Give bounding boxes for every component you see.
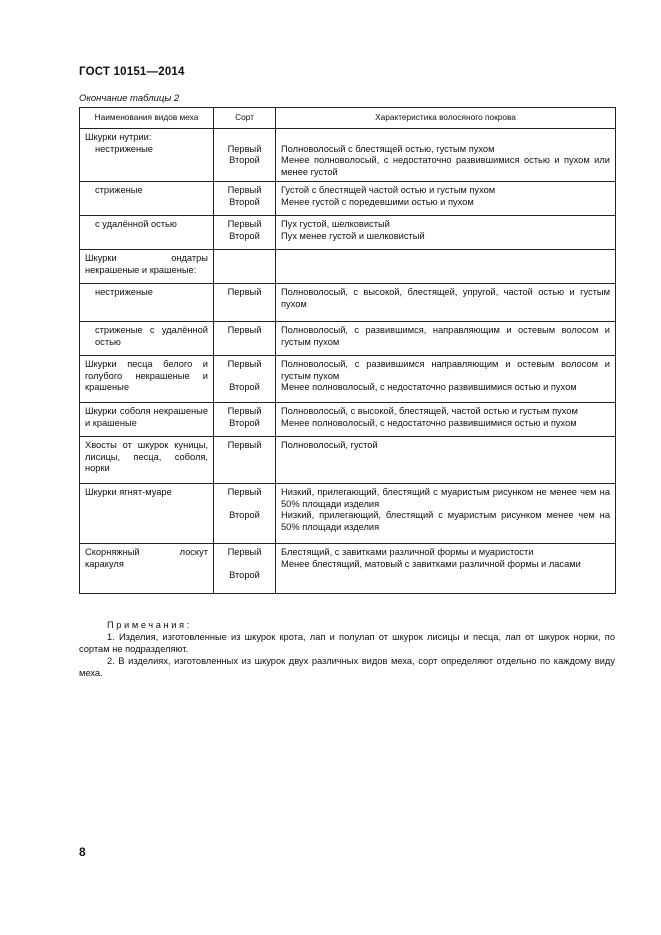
cell-characteristic	[276, 544, 616, 594]
grade-text	[219, 499, 270, 511]
characteristic-text: Полноволосый, с развившимся направляющим и остевым волосом и густым пухом	[281, 359, 610, 381]
document-code: ГОСТ 10151—2014	[79, 66, 185, 78]
grade-text	[219, 559, 270, 571]
fur-type-text: нестриженые	[95, 287, 153, 297]
grade-text: Второй	[229, 382, 260, 392]
cell-characteristic	[276, 182, 616, 216]
grade-text: Первый	[227, 487, 262, 497]
column-header-characteristic: Характеристика волосяного покрова	[276, 108, 616, 129]
characteristic-text: Менее блестящий, матовый с завитками различной формы и ласами	[281, 558, 581, 569]
fur-type-text: с удалённой остью	[95, 219, 177, 229]
table-row	[80, 403, 616, 437]
grade-text: Второй	[229, 230, 260, 241]
table-header-row	[80, 108, 616, 129]
fur-type-text: Хвосты от шкурок куницы, лисицы, песца, соболя, норки	[85, 440, 208, 473]
grade-text: Второй	[229, 196, 260, 207]
characteristic-text	[281, 132, 610, 144]
grade-text: Первый	[227, 406, 262, 416]
characteristic-text: Пух густой, шелковистый	[281, 219, 390, 229]
fur-type-text: Скорняжный лоскут каракуля	[85, 547, 208, 569]
table-caption: Окончание таблицы 2	[79, 93, 180, 104]
fur-type-text: Шкурки ондатры некрашеные и крашеные:	[85, 253, 208, 275]
grade-text: Первый	[227, 143, 262, 154]
cell-grade	[214, 356, 276, 403]
characteristic-text: Менее полноволосый, с недостаточно развившимися остью и пухом или менее густой	[281, 155, 610, 177]
characteristic-text: Полноволосый, густой	[281, 440, 378, 450]
fur-characteristics-table-wrapper	[79, 107, 615, 594]
characteristic-text: Полноволосый с блестящей остью, густым пухом	[281, 143, 495, 154]
cell-grade	[214, 182, 276, 216]
cell-grade	[214, 216, 276, 250]
fur-type-text: Шкурки нутрии:	[85, 132, 152, 142]
fur-type-text: нестриженые	[95, 143, 153, 154]
table-row	[80, 437, 616, 484]
cell-grade	[214, 284, 276, 322]
characteristic-text: Менее полноволосый, с недостаточно развившимися остью и пухом	[281, 382, 577, 392]
cell-grade	[214, 250, 276, 284]
grade-text: Первый	[227, 219, 262, 229]
cell-grade	[214, 322, 276, 356]
cell-fur-type	[80, 284, 214, 322]
fur-type-text: Шкурки ягнят-муаре	[85, 487, 172, 497]
cell-fur-type	[80, 322, 214, 356]
cell-grade	[214, 437, 276, 484]
characteristic-text: Густой с блестящей частой остью и густым пухом	[281, 185, 496, 195]
table-row	[80, 250, 616, 284]
cell-characteristic	[276, 250, 616, 284]
table-row	[80, 284, 616, 322]
characteristic-text: Блестящий, с завитками различной формы и муаристости	[281, 547, 534, 557]
grade-text: Первый	[227, 547, 262, 557]
column-header-grade: Сорт	[214, 108, 276, 129]
cell-characteristic	[276, 484, 616, 544]
table-row	[80, 322, 616, 356]
cell-characteristic	[276, 129, 616, 182]
characteristic-text: Полноволосый, с высокой, блестящей, частой остью и густым пухом	[281, 406, 578, 416]
characteristic-text: Полноволосый, с высокой, блестящей, упругой, частой остью и густым пухом	[281, 287, 610, 309]
cell-fur-type	[80, 484, 214, 544]
note-item: 2. В изделиях, изготовленных из шкурок двух различных видов меха, сорт определяют отдельно по каждому виду меха.	[79, 656, 615, 678]
table-row	[80, 129, 616, 182]
cell-characteristic	[276, 437, 616, 484]
cell-grade	[214, 544, 276, 594]
page-number: 8	[79, 845, 86, 859]
grade-text: Второй	[229, 510, 260, 520]
table-row	[80, 182, 616, 216]
cell-characteristic	[276, 356, 616, 403]
characteristic-text: Пух менее густой и шелковистый	[281, 230, 425, 241]
grade-text	[219, 371, 270, 383]
grade-text: Второй	[229, 570, 260, 580]
characteristic-text: Низкий, прилегающий, блестящий с муаристым рисунком менее чем на 50% площади изделия	[281, 510, 610, 532]
cell-fur-type	[80, 250, 214, 284]
cell-fur-type	[80, 356, 214, 403]
column-header-fur-type: Наименования видов меха	[80, 108, 214, 129]
cell-characteristic	[276, 216, 616, 250]
table-row	[80, 484, 616, 544]
characteristic-text: Менее полноволосый, с недостаточно развившимися остью и пухом	[281, 417, 577, 428]
grade-text: Первый	[227, 185, 262, 195]
grade-text: Второй	[229, 155, 260, 165]
grade-text: Второй	[229, 417, 260, 428]
grade-text: Первый	[227, 359, 262, 369]
fur-characteristics-table	[79, 107, 616, 594]
table-row	[80, 356, 616, 403]
cell-grade	[214, 403, 276, 437]
cell-characteristic	[276, 322, 616, 356]
characteristic-text: Низкий, прилегающий, блестящий с муаристым рисунком не менее чем на 50% площади изделия	[281, 487, 610, 509]
grade-text	[219, 132, 270, 144]
table-row	[80, 544, 616, 594]
cell-fur-type	[80, 129, 214, 182]
notes-section	[79, 619, 615, 679]
cell-fur-type	[80, 182, 214, 216]
fur-type-text: Шкурки песца белого и голубого некрашеные и крашеные	[85, 359, 208, 392]
grade-text: Первый	[227, 287, 262, 297]
cell-fur-type	[80, 437, 214, 484]
cell-fur-type	[80, 544, 214, 594]
fur-type-text: Шкурки соболя некрашеные и крашеные	[85, 406, 208, 428]
fur-type-text: стриженые	[95, 185, 143, 195]
table-row	[80, 216, 616, 250]
cell-grade	[214, 129, 276, 182]
cell-grade	[214, 484, 276, 544]
cell-characteristic	[276, 403, 616, 437]
characteristic-text: Полноволосый, с развившимся, направляющим и остевым волосом и густым пухом	[281, 325, 610, 347]
note-item: 1. Изделия, изготовленные из шкурок крота, лап и полулап от шкурок лисицы и песца, лап от шкурок норки, по сортам не подразделяют.	[79, 632, 615, 654]
fur-type-text: стриженые с удалённой остью	[95, 325, 208, 347]
table-body	[80, 129, 616, 594]
notes-title: Примечания:	[107, 620, 192, 630]
grade-text: Первый	[227, 440, 262, 450]
grade-text: Первый	[227, 325, 262, 335]
cell-fur-type	[80, 403, 214, 437]
cell-characteristic	[276, 284, 616, 322]
characteristic-text: Менее густой с поредевшими остью и пухом	[281, 196, 474, 207]
cell-fur-type	[80, 216, 214, 250]
